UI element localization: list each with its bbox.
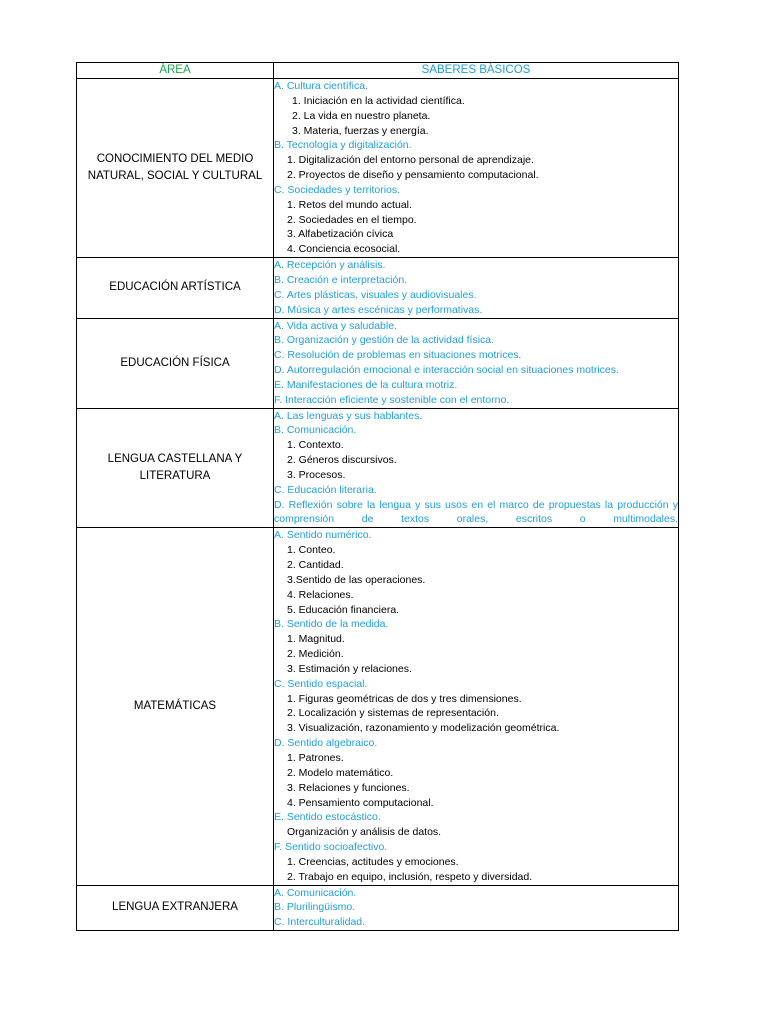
saber-item: 2. Sociedades en el tiempo. bbox=[287, 213, 417, 226]
saber-category: B. Organización y gestión de la actividad física. bbox=[274, 334, 495, 347]
saber-category: A. Recepción y análisis. bbox=[274, 259, 386, 272]
saber-category: B. Plurilingüismo. bbox=[274, 901, 356, 914]
saber-item: 1. Digitalización del entorno personal de aprendizaje. bbox=[287, 154, 534, 167]
saber-item: 2. Trabajo en equipo, inclusión, respeto y diversidad. bbox=[287, 870, 533, 883]
table-row bbox=[77, 885, 679, 931]
saberes-list bbox=[274, 258, 679, 318]
table-header-row bbox=[77, 63, 679, 79]
saber-item: 2. Cantidad. bbox=[287, 559, 344, 571]
saber-category: D. Reflexión sobre la lengua y sus usos en el marco de propuestas la producción y comprensión de textos orales, escritos o multimodales. bbox=[274, 498, 678, 526]
saber-category: C. Educación literaria. bbox=[274, 483, 377, 496]
table-row bbox=[77, 408, 679, 528]
saber-category: A. Cultura científica. bbox=[274, 80, 368, 92]
saber-category: B. Comunicación. bbox=[274, 424, 357, 437]
saber-item: 1. Retos del mundo actual. bbox=[287, 198, 412, 211]
area-name: LENGUA CASTELLANA Y LITERATURA bbox=[77, 408, 274, 528]
saberes-list bbox=[274, 408, 679, 528]
table-row bbox=[77, 318, 679, 408]
area-name: EDUCACIÓN FÍSICA bbox=[77, 318, 274, 408]
saber-item: 2. Modelo matemático. bbox=[287, 766, 394, 779]
saber-item: 3.Sentido de las operaciones. bbox=[287, 573, 426, 586]
saber-category: A. Vida activa y saludable. bbox=[274, 319, 397, 332]
saberes-list bbox=[274, 885, 679, 931]
saber-item: 1. Figuras geométricas de dos y tres dimensiones. bbox=[287, 692, 522, 705]
saber-item: 3. Relaciones y funciones. bbox=[287, 781, 410, 794]
saber-item: 2. La vida en nuestro planeta. bbox=[292, 109, 431, 122]
saber-item: 3. Visualización, razonamiento y modelización geométrica. bbox=[287, 722, 560, 735]
saber-item: 1. Creencias, actitudes y emociones. bbox=[287, 855, 459, 868]
saber-item: 1. Patrones. bbox=[287, 751, 344, 764]
saber-category: C. Interculturalidad. bbox=[274, 916, 366, 929]
saber-item: 1. Conteo. bbox=[287, 544, 336, 557]
area-name: EDUCACIÓN ARTÍSTICA bbox=[77, 258, 274, 318]
saber-category: D. Música y artes escénicas y performativas. bbox=[274, 303, 483, 316]
table-row bbox=[77, 528, 679, 885]
saber-category: D. Sentido algebraico. bbox=[274, 737, 378, 750]
saber-item: 1. Contexto. bbox=[287, 439, 344, 452]
saber-item: 4. Pensamiento computacional. bbox=[287, 796, 434, 809]
saber-item: 1. Iniciación en la actividad científica. bbox=[292, 94, 465, 107]
saber-item: 3. Materia, fuerzas y energía. bbox=[292, 124, 429, 137]
saber-category: E. Manifestaciones de la cultura motriz. bbox=[274, 378, 458, 391]
saberes-list bbox=[274, 528, 679, 885]
saber-category: A. Comunicación. bbox=[274, 886, 357, 899]
saber-item: 5. Educación financiera. bbox=[287, 603, 400, 616]
saber-item: 1. Magnitud. bbox=[287, 633, 345, 646]
area-column-header: ÁREA bbox=[77, 63, 274, 79]
area-name: LENGUA EXTRANJERA bbox=[77, 885, 274, 931]
saber-category: B. Creación e interpretación. bbox=[274, 273, 408, 286]
saber-item: 2. Localización y sistemas de representación. bbox=[287, 707, 499, 720]
table-row bbox=[77, 79, 679, 258]
saber-category: C. Sentido espacial. bbox=[274, 677, 368, 690]
area-name: MATEMÁTICAS bbox=[77, 528, 274, 885]
saber-item: Organización y análisis de datos. bbox=[287, 826, 442, 839]
saber-item: 3. Estimación y relaciones. bbox=[287, 662, 412, 675]
saber-category: B. Sentido de la medida. bbox=[274, 618, 389, 631]
saber-category: A. Sentido numérico. bbox=[274, 529, 372, 542]
area-name: CONOCIMIENTO DEL MEDIO NATURAL, SOCIAL Y CULTURAL bbox=[77, 79, 274, 258]
saber-category: D. Autorregulación emocional e interacción social en situaciones motrices. bbox=[274, 364, 619, 377]
saber-category: F. Interacción eficiente y sostenible con el entorno. bbox=[274, 393, 510, 406]
saber-category: C. Sociedades y territorios. bbox=[274, 183, 401, 196]
saber-item: 2. Proyectos de diseño y pensamiento computacional. bbox=[287, 169, 539, 182]
saber-item: 3. Alfabetización cívica bbox=[287, 228, 394, 241]
saber-category: B. Tecnología y digitalización. bbox=[274, 139, 412, 152]
saber-item: 4. Conciencia ecosocial. bbox=[287, 243, 401, 256]
saber-item: 3. Procesos. bbox=[287, 468, 346, 481]
saber-category: C. Artes plásticas, visuales y audiovisuales. bbox=[274, 288, 477, 301]
saberes-column-header: SABERES BÁSICOS bbox=[274, 63, 679, 79]
saber-category: C. Resolución de problemas en situaciones motrices. bbox=[274, 349, 522, 362]
saber-category: E. Sentido estocástico. bbox=[274, 811, 381, 824]
saber-category: F. Sentido socioafectivo. bbox=[274, 841, 388, 854]
saber-item: 2. Medición. bbox=[287, 648, 344, 661]
saberes-table bbox=[76, 62, 679, 931]
saber-item: 4. Relaciones. bbox=[287, 588, 354, 601]
saberes-list bbox=[274, 318, 679, 408]
table-row bbox=[77, 258, 679, 318]
saberes-list bbox=[274, 79, 679, 258]
saber-item: 2. Géneros discursivos. bbox=[287, 454, 397, 467]
saber-category: A. Las lenguas y sus hablantes. bbox=[274, 409, 423, 422]
